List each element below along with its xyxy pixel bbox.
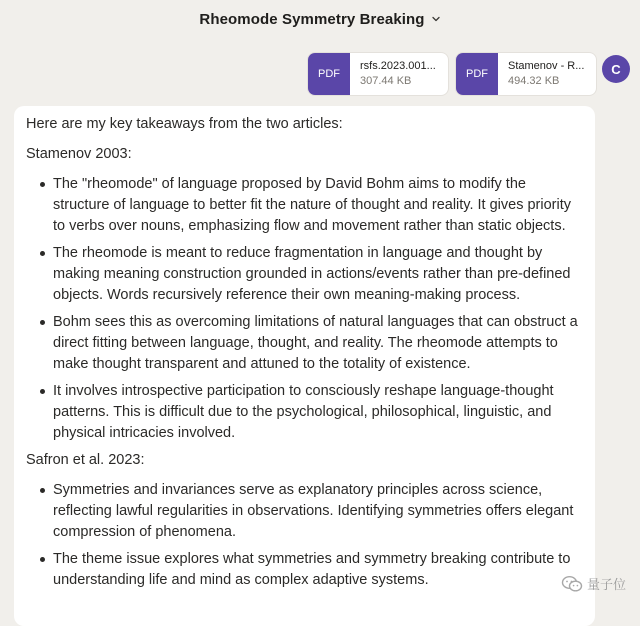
bullet-item: It involves introspective participation to consciously reshape language-thought patterns. This is difficult due to the psychological, philosophical, linguistic, and physical intricacies involved. — [26, 381, 583, 444]
conversation-header — [0, 0, 640, 38]
pdf-file-icon: PDF — [456, 53, 498, 95]
conversation-title: Rheomode Symmetry Breaking — [199, 10, 425, 28]
attachment-size: 307.44 KB — [360, 75, 412, 87]
bullet-item: The "rheomode" of language proposed by David Bohm aims to modify the structure of language to better fit the nature of thought and reality. It gives priority to verbs over nouns, emphasizing flow and movement rather than static objects. — [26, 174, 583, 237]
attachment-name: rsfs.2023.001... — [360, 60, 436, 72]
conversation-title-menu[interactable] — [199, 11, 440, 28]
watermark — [561, 574, 626, 593]
bullet-list — [26, 174, 583, 444]
watermark-text: 量子位 — [586, 577, 626, 592]
bullet-list — [26, 480, 583, 591]
section-heading: Stamenov 2003: — [26, 146, 132, 162]
message-intro: Here are my key takeaways from the two articles: — [26, 116, 343, 132]
bullet-item: The theme issue explores what symmetries and symmetry breaking contribute to understanding life and mind as complex adaptive systems. — [26, 549, 583, 591]
user-avatar[interactable]: C — [602, 55, 630, 83]
attachment-card[interactable] — [456, 53, 596, 95]
attachment-size: 494.32 KB — [508, 75, 560, 87]
bullet-item: The rheomode is meant to reduce fragmentation in language and thought by making meaning construction grounded in actions/events rather than pre-defined objects. Words recursively reference their own meaning-making process. — [26, 243, 583, 306]
attachment-info — [498, 53, 592, 95]
attachment-info — [350, 53, 444, 95]
pdf-file-icon: PDF — [308, 53, 350, 95]
attachment-list — [308, 53, 596, 95]
attachment-card[interactable] — [308, 53, 448, 95]
attachment-name: Stamenov - R... — [508, 60, 585, 72]
assistant-message — [14, 106, 595, 626]
chevron-down-icon — [431, 14, 441, 24]
bullet-item: Symmetries and invariances serve as explanatory principles across science, reflecting lawful regularities in observations. Identifying symmetries offers elegant compression of phenomena. — [26, 480, 583, 543]
bullet-item: Bohm sees this as overcoming limitations of natural languages that can obstruct a direct fitting between language, thought, and reality. The rheomode attempts to make thought transparent and attuned to the totality of existence. — [26, 312, 583, 375]
wechat-icon — [561, 575, 583, 593]
section-heading: Safron et al. 2023: — [26, 452, 145, 468]
